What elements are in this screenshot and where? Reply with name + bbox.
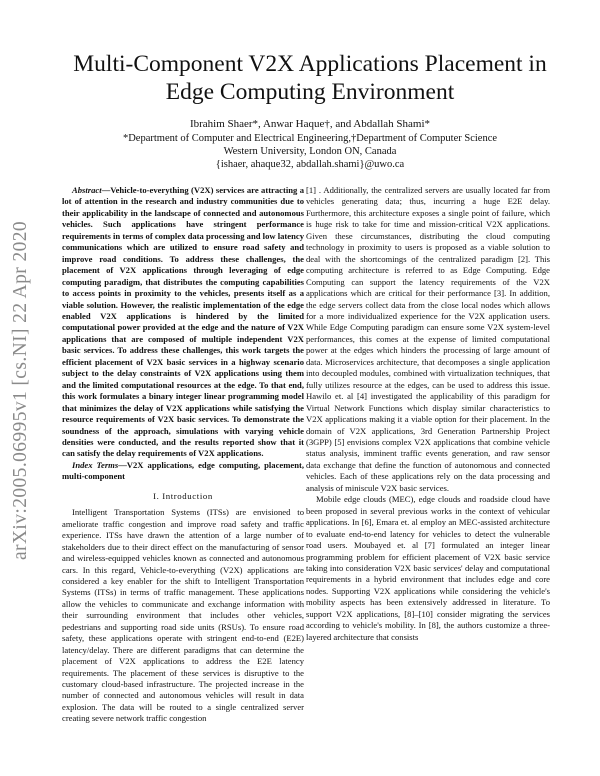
author-affiliation: *Department of Computer and Electrical Engineering,†Department of Computer Science — [122, 133, 498, 144]
author-names: Ibrahim Shaer*, Anwar Haque†, and Abdallah Shami* — [189, 118, 431, 130]
paper-title: Multi-Component V2X Applications Placement in Edge Computing Environment — [73, 51, 547, 105]
intro-paragraph-2: Mobile edge clouds (MEC), edge clouds and roadside cloud have been proposed in several previous works in the context of vehicular applications. In [6], Emara et. al employ an MEC-assisted architecture to evaluate end-to-end latency for vehicles to detect the vulnerable road users. Moubayed et. al [7] formulated an integer linear programming problem for efficient placement of V2X basic service taking into consideration V2X basic services' delay and computational requirements in a hybrid environment that includes edge and core nodes. Supporting V2X applications while considering the vehicle's mobility aspects has been extensively addressed in literature. To support V2X applications, [8]–[10] consider migrating the services according to vehicle's mobility. In [8], the authors customize a three-layered architecture that consists — [306, 494, 550, 642]
abstract-text: —Vehicle-to-everything (V2X) services are attracting a lot of attention in the research and industry communities due to their applicability in the landscape of connected and autonomous vehicles. Such applications have stringent performance requirements in terms of complex data processing and low latency communications which are utilized to ensure road safety and improve road conditions. To address these challenges, the placement of V2X applications through leveraging of edge computing paradigm, that distributes the computing capabilities to access points in proximity to the vehicles, presents itself as a viable solution. However, the realistic implementation of the edge enabled V2X applications is hindered by the limited computational power provided at the edge and the nature of V2X applications that are composed of multiple independent V2X basic services. To address these challenges, this work targets the efficient placement of V2X basic services in a highway scenario subject to the delay constraints of V2X applications using them and the limited computational resources at the edge. To that end, this work formulates a binary integer linear programming model that minimizes the delay of V2X applications while satisfying the resource requirements of V2X basic services. To demonstrate the soundness of the approach, simulations with varying vehicle densities were conducted, and the results reported show that it can satisfy the delay requirements of V2X applications. — [62, 185, 304, 459]
intro-paragraph-1: Intelligent Transportation Systems (ITSs) are envisioned to ameliorate traffic congestion and improve road safety and traffic experience. ITSs have drawn the attention of a large number of stakeholders due to their direct effect on the manufacturing of sensor and wireless-equipped vehicles known as connected and autonomous cars. In this regard, Vehicle-to-everything (V2X) applications are considered a key enabler for the shift to Intelligent Transportation Systems (ITSs) in terms of traffic management. These applications allow the vehicles to communicate and exchange information with their surrounding environment that includes other vehicles, pedestrians and supporting road side units (RSUs). To ensure road safety, these applications operate with stringent end-to-end (E2E) latency/delay. There are different paradigms that can determine the placement of V2X applications to address the E2E latency requirements. The placement of these services is disruptive to the customary cloud-based infrastructure. The projected increase in the number of connected and autonomous vehicles will result in data explosion. The data will be routed to a single centralized server creating severe network traffic congestion — [62, 507, 304, 724]
index-terms-label: Index Terms — [72, 459, 119, 470]
right-column — [306, 185, 550, 643]
author-emails: {ishaer, ahaque32, abdallah.shami}@uwo.ca — [215, 159, 405, 170]
left-column — [62, 185, 304, 725]
author-block — [60, 118, 560, 171]
index-terms-text: —V2X applications, edge computing, placement, multi-component — [62, 459, 304, 482]
abstract — [62, 185, 304, 460]
index-terms — [62, 460, 304, 483]
section-heading-introduction: I. Introduction — [153, 490, 213, 501]
arxiv-stamp: arXiv:2005.06995v1 [cs.NI] 22 Apr 2020 — [10, 220, 31, 560]
intro-paragraph-1-cont: [1] . Additionally, the centralized servers are usually located far from vehicles generating data; thus, incurring a huge E2E delay. Furthermore, this architecture exposes a single point of failure, which is huge risk to take for time and mission-critical V2X applications. Given these circumstances, distributing the cloud computing technology in proximity to users is proposed as a viable solution to deal with the shortcomings of the centralized paradigm [2]. This computing architecture is referred to as Edge Computing. Edge Computing can support the latency requirements of the V2X applications which are critical for their performance [3]. In addition, the edge servers collect data from the close local nodes which allows for a more individualized experience for the V2X application users. While Edge Computing paradigm can ensure some V2X system-level performances, this comes at the expense of limited computational power at the edges which hinders the processing of large amount of data. Microservices architecture, that decomposes a single application into decoupled modules, combined with virtualization techniques, that fully utilizes resource at the edges, can be used to address this issue. Hawilo et. al [4] investigated the applicability of this paradigm for Virtual Network Functions which display similar characteristics to V2X applications making it a viable option for their placement. In the domain of V2X applications, 3rd Generation Partnership Project (3GPP) [5] envisions complex V2X applications that combine vehicle status analysis, imminent traffic events generation, and raw sensor data exchange that define the function of autonomous and connected vehicles. Each of these applications rely on the data processing and analysis of miniscule V2X basic services. — [306, 185, 550, 493]
author-university: Western University, London ON, Canada — [223, 146, 397, 157]
abstract-label: Abstract — [72, 185, 102, 195]
